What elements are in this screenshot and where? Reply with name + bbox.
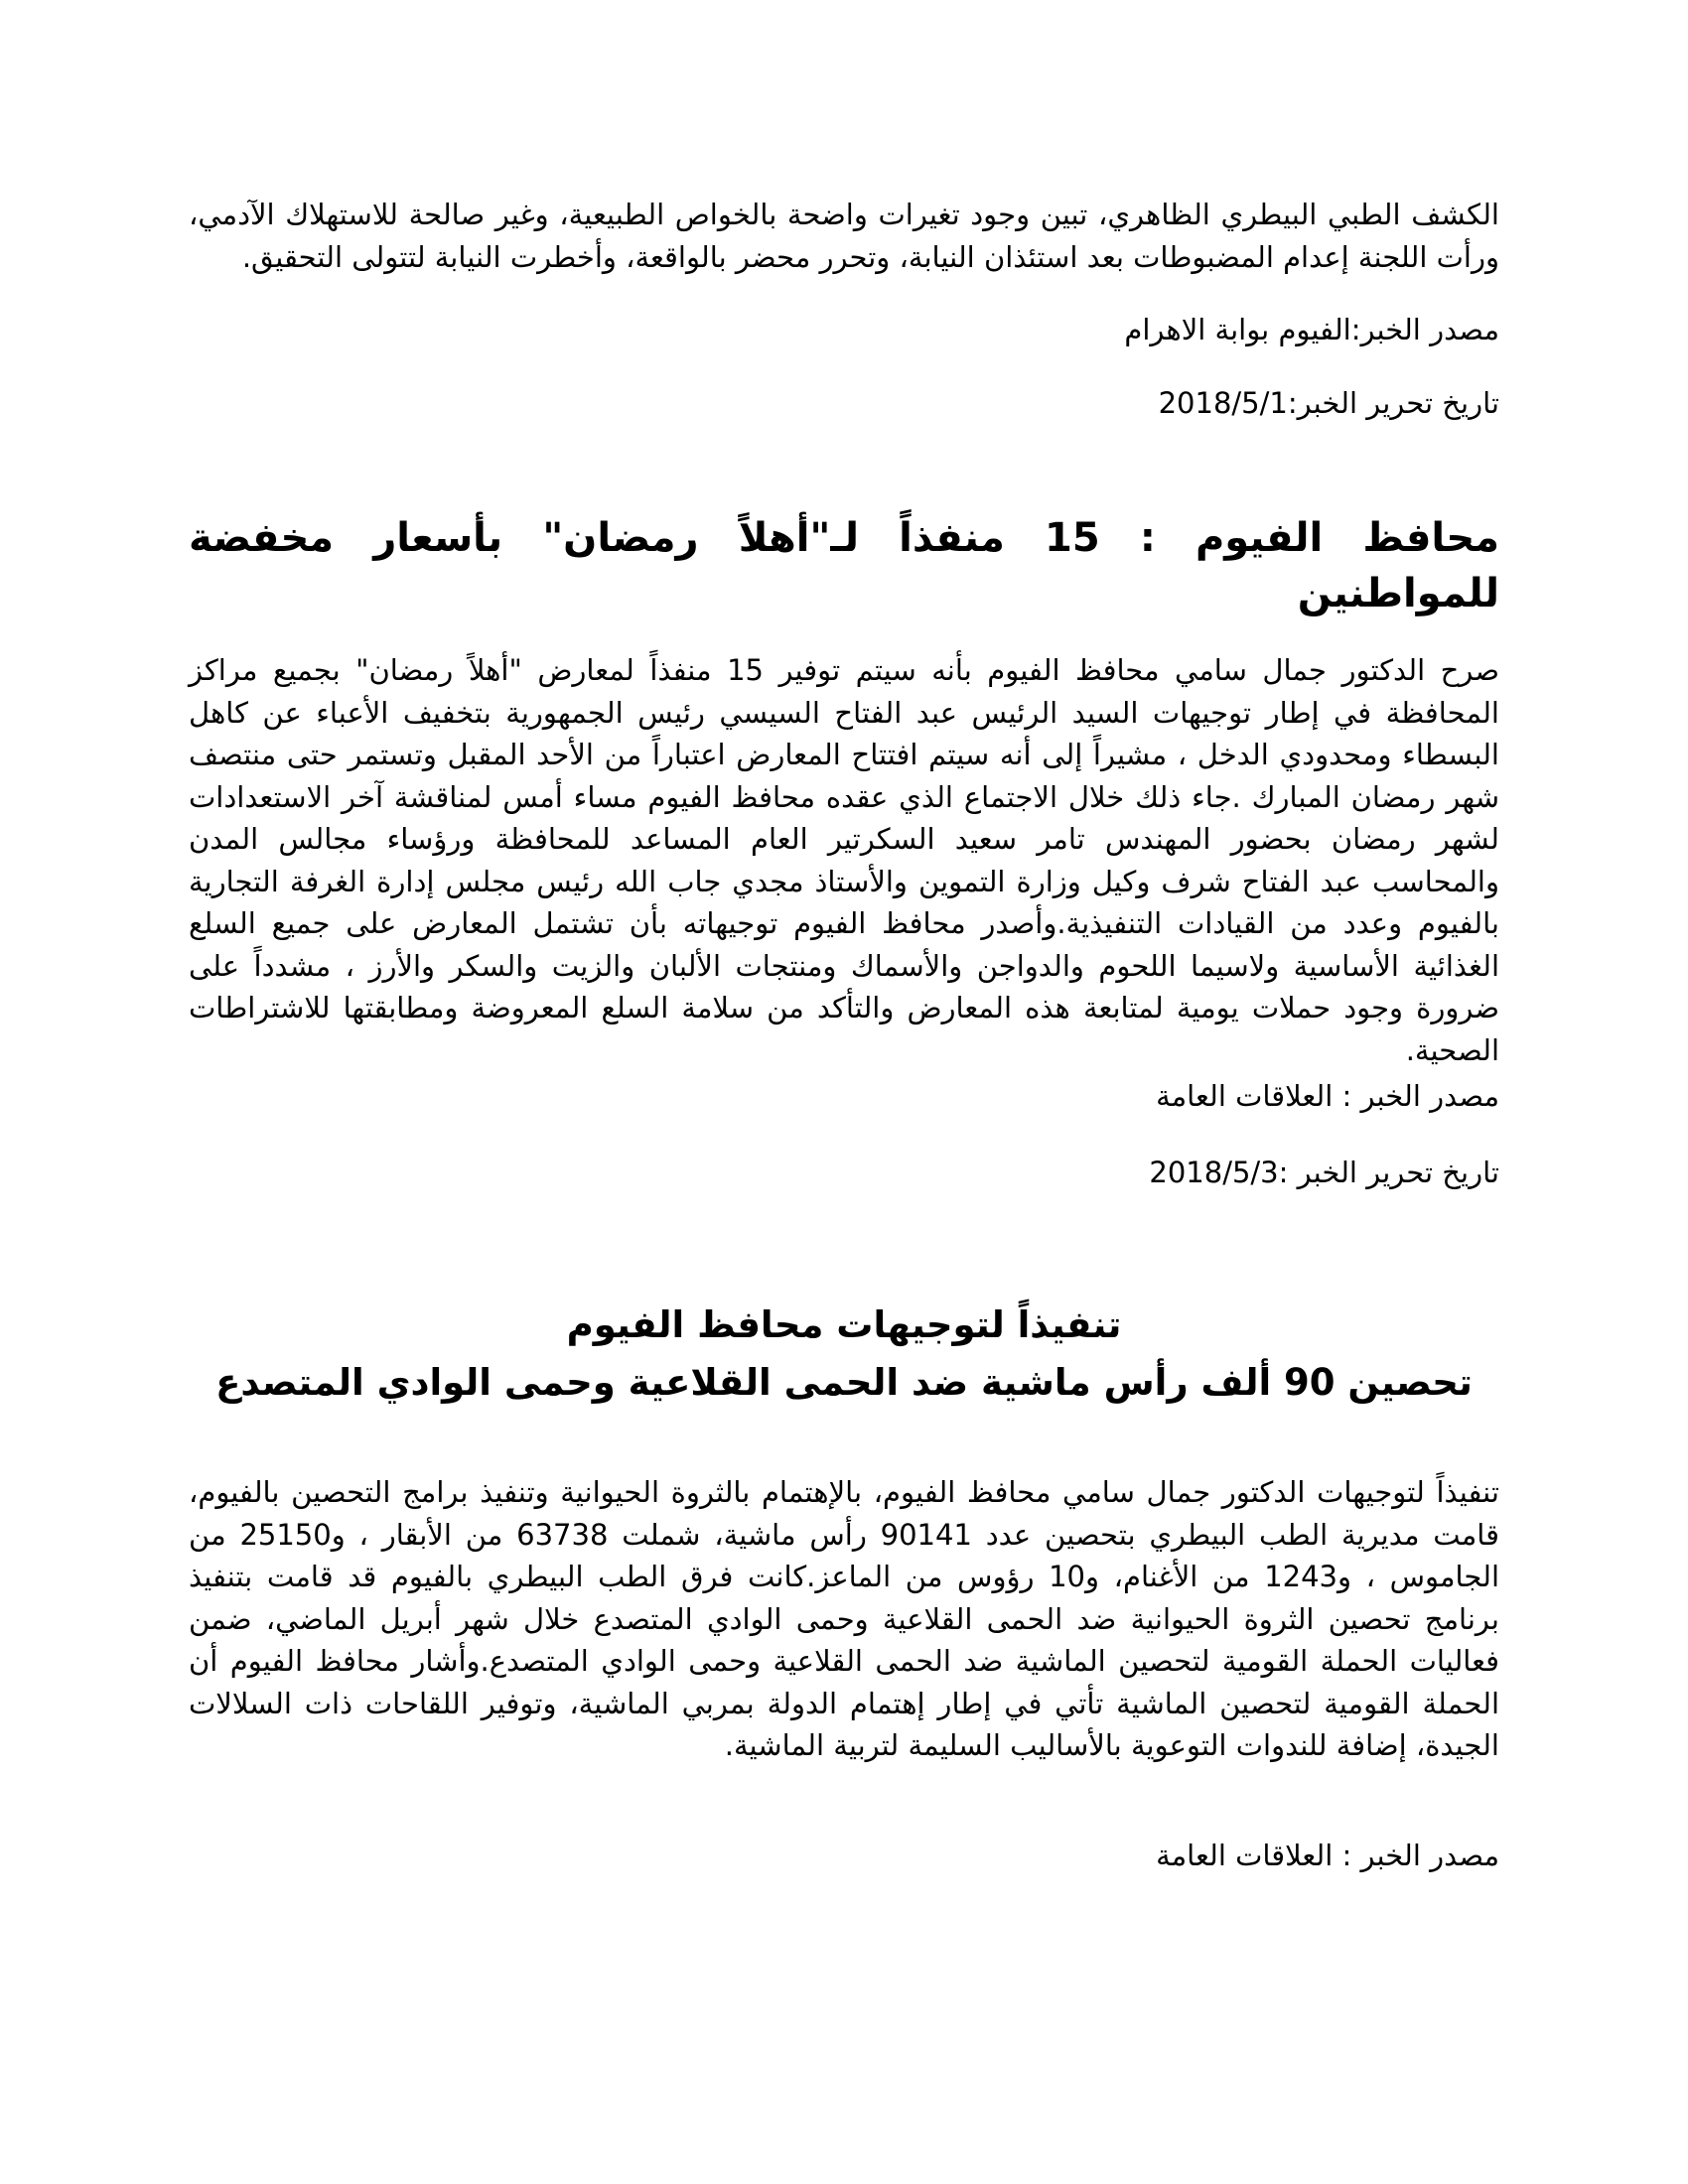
article-3-body: تنفيذاً لتوجيهات الدكتور جمال سامي محافظ الفيوم، بالإهتمام بالثروة الحيوانية وتنفيذ برامج التحصين بالفيوم، قامت مديرية الطب البيطري بتحصين عدد 90141 رأس ماشية، شملت 63738 من الأبقار ، و25150 من الجاموس ، و1243 من الأغنام، و10 رؤوس من الماعز.كانت فرق الطب البيطري بالفيوم قد قامت بتنفيذ برنامج تحصين الثروة الحيوانية ضد الحمى القلاعية وحمى الوادي المتصدع خلال شهر أبريل الماضي، ضمن فعاليات الحملة القومية لتحصين الماشية ضد الحمى القلاعية وحمى الوادي المتصدع.وأشار محافظ الفيوم أن الحملة القومية لتحصين الماشية تأتي في إطار إهتمام الدولة بمربي الماشية، وتوفير اللقاحات ذات السلالات الجيدة، إضافة للندوات التوعوية بالأساليب السليمة لتربية الماشية.: [189, 1475, 1500, 1762]
article-3-source: مصدر الخبر : العلاقات العامة: [1156, 1838, 1499, 1872]
article-1-date: تاريخ تحرير الخبر:2018/5/1: [1158, 386, 1499, 420]
article-2-date: تاريخ تحرير الخبر :2018/5/3: [1149, 1156, 1499, 1189]
article-1-body: الكشف الطبي البيطري الظاهري، تبين وجود تغيرات واضحة بالخواص الطبيعية، وغير صالحة للاستهلاك الآدمي، ورأت اللجنة إعدام المضبوطات بعد استئذان النيابة، وتحرر محضر بالواقعة، وأخطرت النيابة لتتولى التحقيق.: [189, 198, 1499, 274]
article-2-body: صرح الدكتور جمال سامي محافظ الفيوم بأنه سيتم توفير 15 منفذاً لمعارض "أهلاً رمضان" بجميع مراكز المحافظة في إطار توجيهات السيد الرئيس عبد الفتاح السيسي رئيس الجمهورية بتخفيف الأعباء عن كاهل البسطاء ومحدودي الدخل ، مشيراً إلى أنه سيتم افتتاح المعارض اعتباراً من الأحد المقبل وتستمر حتى منتصف شهر رمضان المبارك .جاء ذلك خلال الاجتماع الذي عقده محافظ الفيوم مساء أمس لمناقشة آخر الاستعدادات لشهر رمضان بحضور المهندس تامر سعيد السكرتير العام المساعد للمحافظة ورؤساء مجالس المدن والمحاسب عبد الفتاح شرف وكيل وزارة التموين والأستاذ مجدي جاب الله رئيس مجلس إدارة الغرفة التجارية بالفيوم وعدد من القيادات التنفيذية.وأصدر محافظ الفيوم توجيهاته بأن تشتمل المعارض على جميع السلع الغذائية الأساسية ولاسيما اللحوم والدواجن والأسماك ومنتجات الألبان والزيت والسكر والأرز ، مشدداً على ضرورة وجود حملات يومية لمتابعة هذه المعارض والتأكد من سلامة السلع المعروضة ومطابقتها للاشتراطات الصحية.: [189, 653, 1499, 1067]
article-2-headline: محافظ الفيوم : 15 منفذاً لـ"أهلاً رمضان" بأسعار مخفضة للمواطنين: [189, 515, 1500, 616]
article-2-source: مصدر الخبر : العلاقات العامة: [1156, 1079, 1499, 1113]
article-3-headline-line-1: تنفيذاً لتوجيهات محافظ الفيوم: [566, 1303, 1122, 1346]
article-3-headline-line-2: تحصين 90 ألف رأس ماشية ضد الحمى القلاعية وحمى الوادي المتصدع: [215, 1361, 1473, 1404]
article-1-source: مصدر الخبر:الفيوم بوابة الاهرام: [1124, 313, 1499, 346]
document-page: [189, 194, 1499, 1876]
